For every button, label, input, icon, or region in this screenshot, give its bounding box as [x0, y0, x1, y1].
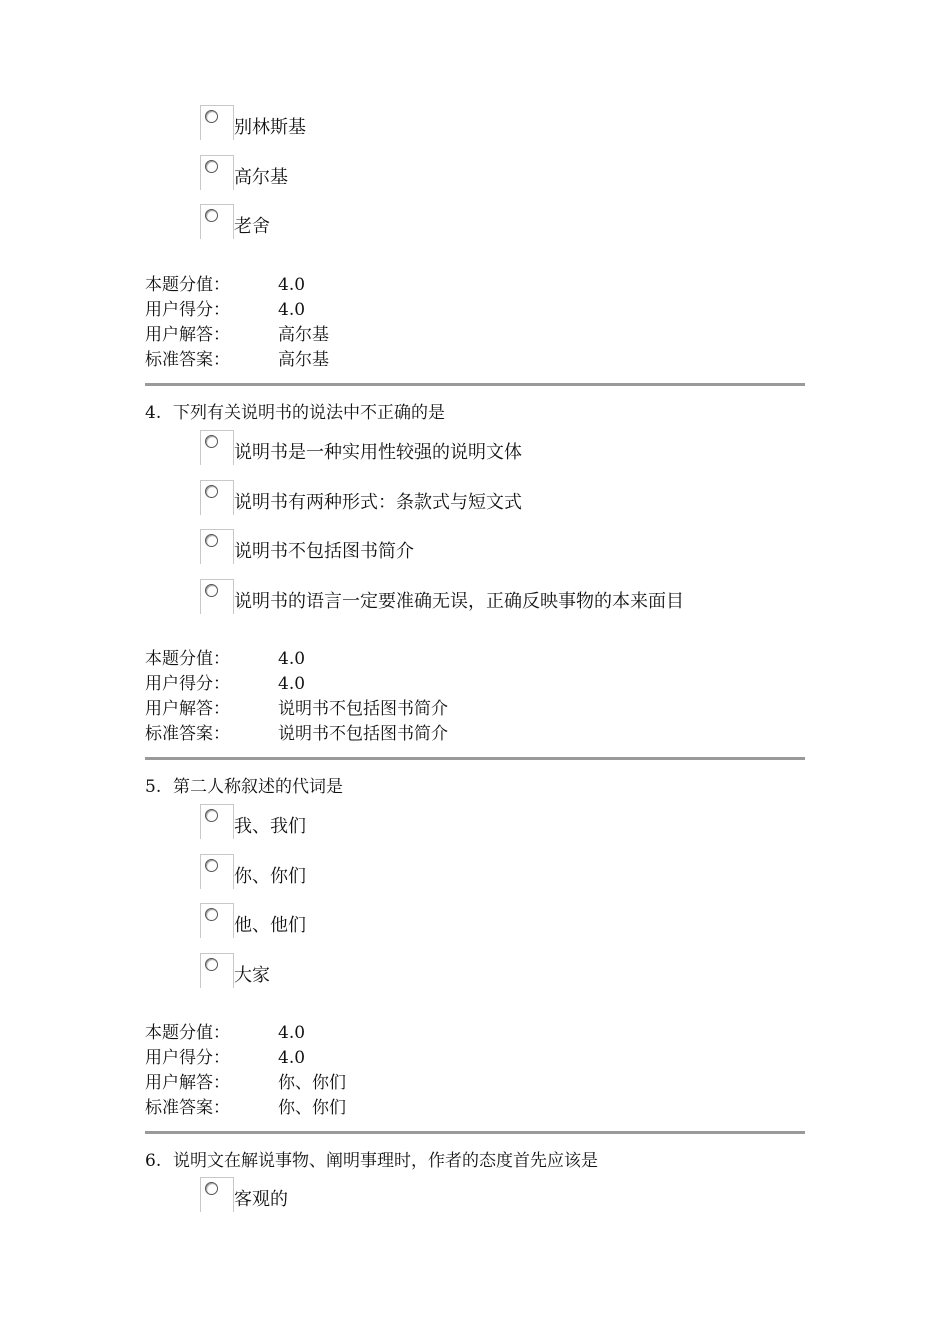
score-label: 本题分值：: [145, 275, 230, 295]
option-label: 说明书不包括图书简介: [234, 541, 414, 562]
got-label: 用户得分：: [145, 1048, 230, 1068]
radio-button[interactable]: [205, 110, 218, 123]
question-number: 6.: [145, 1151, 162, 1171]
radio-button[interactable]: [205, 584, 218, 597]
radio-cell: [200, 480, 234, 515]
radio-button[interactable]: [205, 1182, 218, 1195]
q5-option-1[interactable]: [200, 804, 800, 840]
radio-cell: [200, 204, 234, 239]
q3-option-2[interactable]: [200, 155, 800, 191]
q5-result: [145, 1021, 346, 1121]
q4-result: [145, 647, 448, 747]
q4-option-3[interactable]: [200, 529, 800, 565]
radio-cell: [200, 579, 234, 614]
q5-title: [145, 772, 343, 797]
option-label: 你、你们: [234, 866, 306, 887]
q6-option-1[interactable]: [200, 1177, 800, 1213]
score-label: 本题分值：: [145, 649, 230, 669]
radio-button[interactable]: [205, 485, 218, 498]
option-label: 他、他们: [234, 915, 306, 936]
option-label: 说明书有两种形式：条款式与短文式: [234, 492, 522, 513]
q4-option-2[interactable]: [200, 480, 800, 516]
option-label: 大家: [234, 965, 270, 986]
radio-button[interactable]: [205, 534, 218, 547]
got-value: 4.0: [278, 1048, 306, 1068]
radio-button[interactable]: [205, 209, 218, 222]
q3-result: [145, 273, 329, 373]
radio-cell: [200, 1177, 234, 1212]
option-label: 高尔基: [234, 167, 288, 188]
standard-value: 说明书不包括图书简介: [278, 724, 448, 744]
option-label: 说明书是一种实用性较强的说明文体: [234, 442, 522, 463]
q5-option-3[interactable]: [200, 903, 800, 939]
question-number: 5.: [145, 777, 162, 797]
radio-button[interactable]: [205, 908, 218, 921]
score-value: 4.0: [278, 649, 306, 669]
question-text: 下列有关说明书的说法中不正确的是: [173, 403, 445, 423]
radio-cell: [200, 804, 234, 839]
q6-title: [145, 1146, 598, 1171]
answer-value: 说明书不包括图书简介: [278, 699, 448, 719]
radio-cell: [200, 430, 234, 465]
standard-value: 高尔基: [278, 350, 329, 370]
question-text: 第二人称叙述的代词是: [173, 777, 343, 797]
standard-value: 你、你们: [278, 1098, 346, 1118]
option-label: 客观的: [234, 1189, 288, 1210]
score-value: 4.0: [278, 275, 306, 295]
q3-option-1[interactable]: [200, 105, 800, 141]
option-label: 我、我们: [234, 816, 306, 837]
radio-cell: [200, 953, 234, 988]
radio-cell: [200, 105, 234, 140]
standard-label: 标准答案：: [145, 1098, 230, 1118]
standard-label: 标准答案：: [145, 724, 230, 744]
q4-title: [145, 398, 445, 423]
q4-option-4[interactable]: [200, 579, 800, 615]
option-label: 老舍: [234, 216, 270, 237]
standard-label: 标准答案：: [145, 350, 230, 370]
radio-cell: [200, 529, 234, 564]
got-value: 4.0: [278, 674, 306, 694]
q3-option-3[interactable]: [200, 204, 800, 240]
radio-cell: [200, 903, 234, 938]
q5-option-4[interactable]: [200, 953, 800, 989]
option-label: 别林斯基: [234, 117, 306, 138]
got-value: 4.0: [278, 300, 306, 320]
score-value: 4.0: [278, 1023, 306, 1043]
radio-cell: [200, 155, 234, 190]
divider: [145, 383, 805, 386]
question-text: 说明文在解说事物、阐明事理时，作者的态度首先应该是: [173, 1151, 598, 1171]
divider: [145, 1131, 805, 1134]
got-label: 用户得分：: [145, 300, 230, 320]
q4-option-1[interactable]: [200, 430, 800, 466]
score-label: 本题分值：: [145, 1023, 230, 1043]
answer-value: 你、你们: [278, 1073, 346, 1093]
answer-label: 用户解答：: [145, 325, 230, 345]
q5-option-2[interactable]: [200, 854, 800, 890]
divider: [145, 757, 805, 760]
radio-button[interactable]: [205, 809, 218, 822]
answer-label: 用户解答：: [145, 699, 230, 719]
radio-cell: [200, 854, 234, 889]
option-label: 说明书的语言一定要准确无误，正确反映事物的本来面目: [234, 591, 684, 612]
got-label: 用户得分：: [145, 674, 230, 694]
radio-button[interactable]: [205, 958, 218, 971]
question-number: 4.: [145, 403, 162, 423]
radio-button[interactable]: [205, 859, 218, 872]
answer-label: 用户解答：: [145, 1073, 230, 1093]
radio-button[interactable]: [205, 435, 218, 448]
answer-value: 高尔基: [278, 325, 329, 345]
radio-button[interactable]: [205, 160, 218, 173]
